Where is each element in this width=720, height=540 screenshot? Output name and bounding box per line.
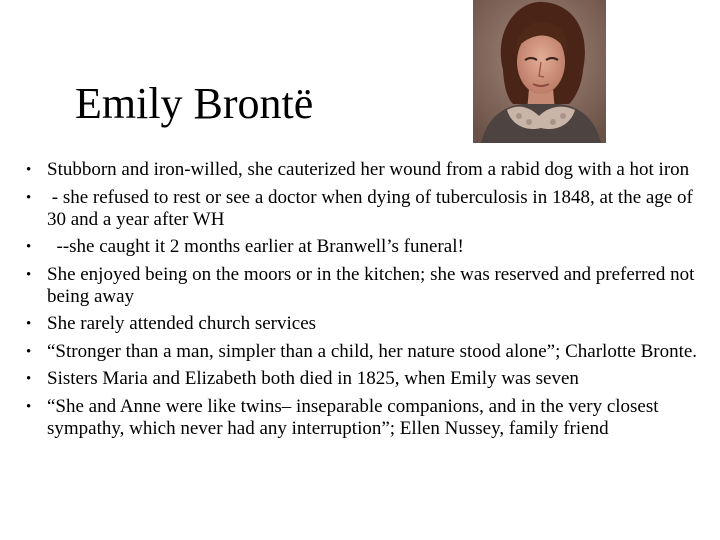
bullet-item — [22, 396, 712, 440]
bullet-text: --she caught it 2 months earlier at Branwell’s funeral! — [47, 236, 464, 257]
bullet-text: She rarely attended church services — [47, 313, 317, 334]
bullet-icon: • — [26, 316, 32, 332]
portrait-illustration — [473, 0, 606, 143]
bullet-item — [22, 341, 712, 363]
bullet-icon: • — [26, 398, 32, 415]
bullet-icon: • — [26, 239, 32, 255]
bullet-item — [22, 187, 712, 231]
bullet-item — [22, 264, 712, 308]
bullet-item — [22, 236, 712, 258]
bullet-text: - she refused to rest or see a doctor when dying of tuberculosis in 1848, at the age of 30 and a year after WH — [47, 186, 698, 230]
slide-title: Emily Brontë — [75, 79, 314, 128]
bullet-list — [22, 159, 712, 445]
bullet-icon: • — [26, 371, 32, 387]
bullet-item — [22, 368, 712, 390]
bullet-item — [22, 313, 712, 335]
bullet-text: “Stronger than a man, simpler than a child, her nature stood alone”; Charlotte Bronte. — [47, 340, 698, 362]
portrait-image — [473, 0, 606, 143]
bullet-text: “She and Anne were like twins– inseparable companions, and in the very closest sympathy, which never had any interruption”; Ellen Nussey, family friend — [47, 395, 659, 439]
bullet-icon: • — [26, 189, 32, 206]
bullet-icon: • — [26, 162, 32, 178]
bullet-text: She enjoyed being on the moors or in the kitchen; she was reserved and preferred not being away — [47, 263, 695, 307]
bullet-text: Stubborn and iron-willed, she cauterized her wound from a rabid dog with a hot iron — [47, 159, 690, 180]
bullet-text: Sisters Maria and Elizabeth both died in 1825, when Emily was seven — [47, 368, 579, 389]
bullet-icon: • — [26, 266, 32, 283]
bullet-icon: • — [26, 343, 32, 360]
bullet-item — [22, 159, 712, 181]
